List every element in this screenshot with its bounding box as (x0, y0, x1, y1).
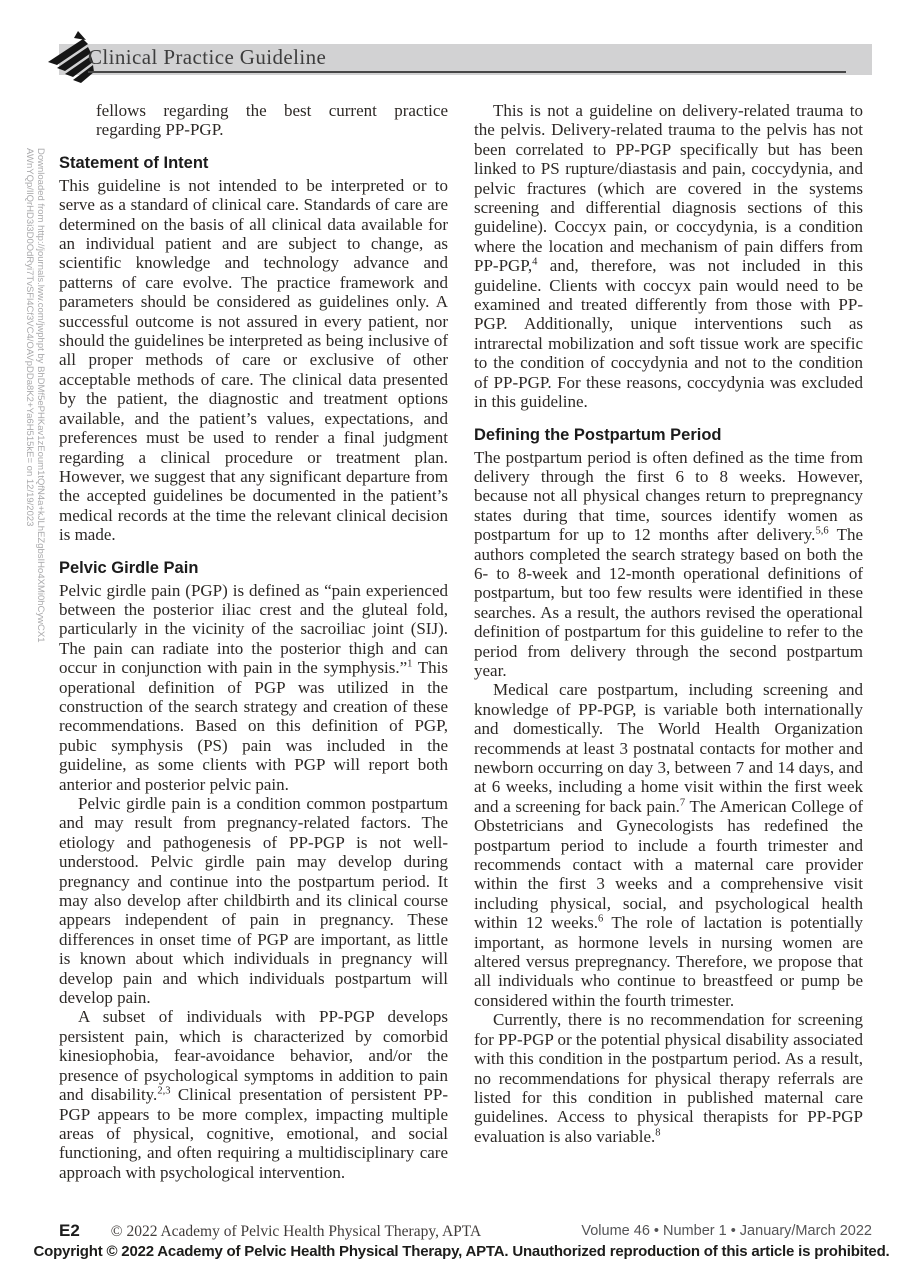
footer-copyright: © 2022 Academy of Pelvic Health Physical Therapy, APTA (110, 1223, 482, 1240)
paragraph-no-recommendation: Currently, there is no recommendation for screening for PP-PGP or the potential physical disability associated with this condition in the postpartum period. As a result, no recommendations for physical therapy referrals are listed for this condition in published maternal care guidelines. Access to physical therapists for PP-PGP evaluation is also variable.$^8$ (474, 1010, 863, 1146)
right-column (474, 101, 863, 1146)
footer (59, 1221, 872, 1243)
issue-info: Volume 46 • Number 1 • January/March 2022 (581, 1223, 872, 1239)
section-heading-defining-postpartum: Defining the Postpartum Period (474, 425, 722, 444)
header-underline (88, 43, 846, 73)
paragraph-persistent-pain: A subset of individuals with PP-PGP develops persistent pain, which is characterized by comorbid kinesiophobia, fear-avoidance behavior, and/or the presence of psychological symptoms in addition to pain and disability.$^{2,3}$ Clinical presentation of persistent PP-PGP appears to be more complex, impacting multiple areas of physical, cognitive, emotional, and social functioning, and often requiring a multidisciplinary care approach with psychological intervention. (59, 1007, 448, 1182)
watermark-line-1: Downloaded from http://journals.lww.com/jwphpt by BhDMf5ePHKav1zEoum1tQfN4a+kJLhEZgbsIHo4XMi0hCywCX1 (35, 148, 46, 643)
page-number: E2 (59, 1221, 80, 1240)
paragraph-postpartum-definition: The postpartum period is often defined as the time from delivery through the first 6 to 8 weeks. However, because not all physical changes return to prepregnancy states during that time, sources identify women as postpartum for up to 12 months after delivery.$^{5,6}$ The authors completed the search strategy based on both the 6- to 8-week and 12-month operational definitions of postpartum, but too few results were identified in these searches. As a result, the authors revised the operational definition of postpartum for this guideline to refer to the period from delivery through the second postpartum year. (474, 447, 863, 680)
section-heading-statement-of-intent: Statement of Intent (59, 153, 209, 172)
section-heading-pelvic-girdle-pain: Pelvic Girdle Pain (59, 558, 199, 577)
paragraph-statement-of-intent: This guideline is not intended to be interpreted or to serve as a standard of clinical care. Standards of care are determined on the basis of all clinical data available for an individual patient and are subject to change, as scientific knowledge and technology advance and patterns of care evolve. The practice framework and parameters should be considered as guidelines only. A successful outcome is not assured in every patient, nor should the guidelines be interpreted as being inclusive of all proper methods of care or exclusive of other acceptable methods of care. The clinical data presented by the patient, the diagnostic and treatment options available, and the patient’s values, expectations, and preferences must be used to render a final judgment regarding a clinical procedure or treatment plan. However, we suggest that any significant departure from the accepted guidelines be documented in the patient’s medical records at the time the relevant clinical decision is made. (59, 175, 448, 545)
paragraph-pgp-definition: Pelvic girdle pain (PGP) is defined as “pain experienced between the posterior iliac crest and the gluteal fold, particularly in the vicinity of the sacroiliac joint (SIJ). The pain can radiate into the posterior thigh and can occur in conjunction with pain in the symphysis.”$^1$ This operational definition of PGP was utilized in the construction of the search strategy and creation of these recommendations. Based on this definition of PGP, pubic symphysis (PS) pain was included in the guideline, as some clients with PGP will report both anterior and posterior pelvic pain. (59, 580, 448, 794)
paragraph-delivery-trauma: This is not a guideline on delivery-related trauma to the pelvis. Delivery-related trauma to the pelvis has not been correlated to PP-PGP specifically but has been linked to PS rupture/diastasis and pain, coccydynia, and pelvic fractures (which are covered in the systems screening and differential diagnosis sections of this guideline). Coccyx pain, or coccydynia, is a condition where the location and mechanism of pain differs from PP-PGP,$^4$ and, therefore, was not included in this guideline. Clients with coccyx pain would need to be examined and treated differently from those with PP-PGP. Additionally, unique interventions such as intrarectal mobilization and soft tissue work are specific to the condition of coccydynia and not to the condition of PP-PGP. For these reasons, coccydynia was excluded in this guideline. (474, 101, 863, 412)
paragraph-continuation: fellows regarding the best current practice regarding PP-PGP. (96, 101, 448, 140)
download-watermark (24, 148, 46, 643)
left-column (59, 101, 448, 1182)
paragraph-medical-care: Medical care postpartum, including screening and knowledge of PP-PGP, is variable both internationally and domestically. The World Health Organization recommends at least 3 postnatal contacts for mother and newborn occurring on day 3, between 7 and 14 days, and at 6 weeks, including a home visit within the first week and a screening for back pain.$^7$ The American College of Obstetricians and Gynecologists has redefined the postpartum period to include a fourth trimester and recommends contact with a maternal care provider within the first 3 weeks and a comprehensive visit including physical, social, and psychological health within 12 weeks.$^6$ The role of lactation is potentially important, as hormone levels in nursing women are altered versus prepregnancy. Therefore, we propose that all individuals who continue to breastfeed or pump be considered within the fourth trimester. (474, 680, 863, 1010)
watermark-line-2: AWnYQp/IlQrHD3i3D0OdRyi7TvSFl4Cf3VC4/OAVpDDa8K2+Ya6H515kE= on 12/19/2023 (24, 148, 35, 527)
page-title: Clinical Practice Guideline (88, 45, 327, 69)
copyright-notice: Copyright © 2022 Academy of Pelvic Health Physical Therapy, APTA. Unauthorized reproduction of this article is prohibited. (33, 1243, 890, 1260)
paragraph-pgp-postpartum: Pelvic girdle pain is a condition common postpartum and may result from pregnancy-related factors. The etiology and pathogenesis of PP-PGP is not well-understood. Pelvic girdle pain may develop during pregnancy and continue into the postpartum period. It may also develop after childbirth and its clinical course appears independent of pain in pregnancy. These differences in onset time of PGP are important, as little is known about which individuals in pregnancy will develop pain and which individuals postpartum will develop pain. (59, 794, 448, 1008)
